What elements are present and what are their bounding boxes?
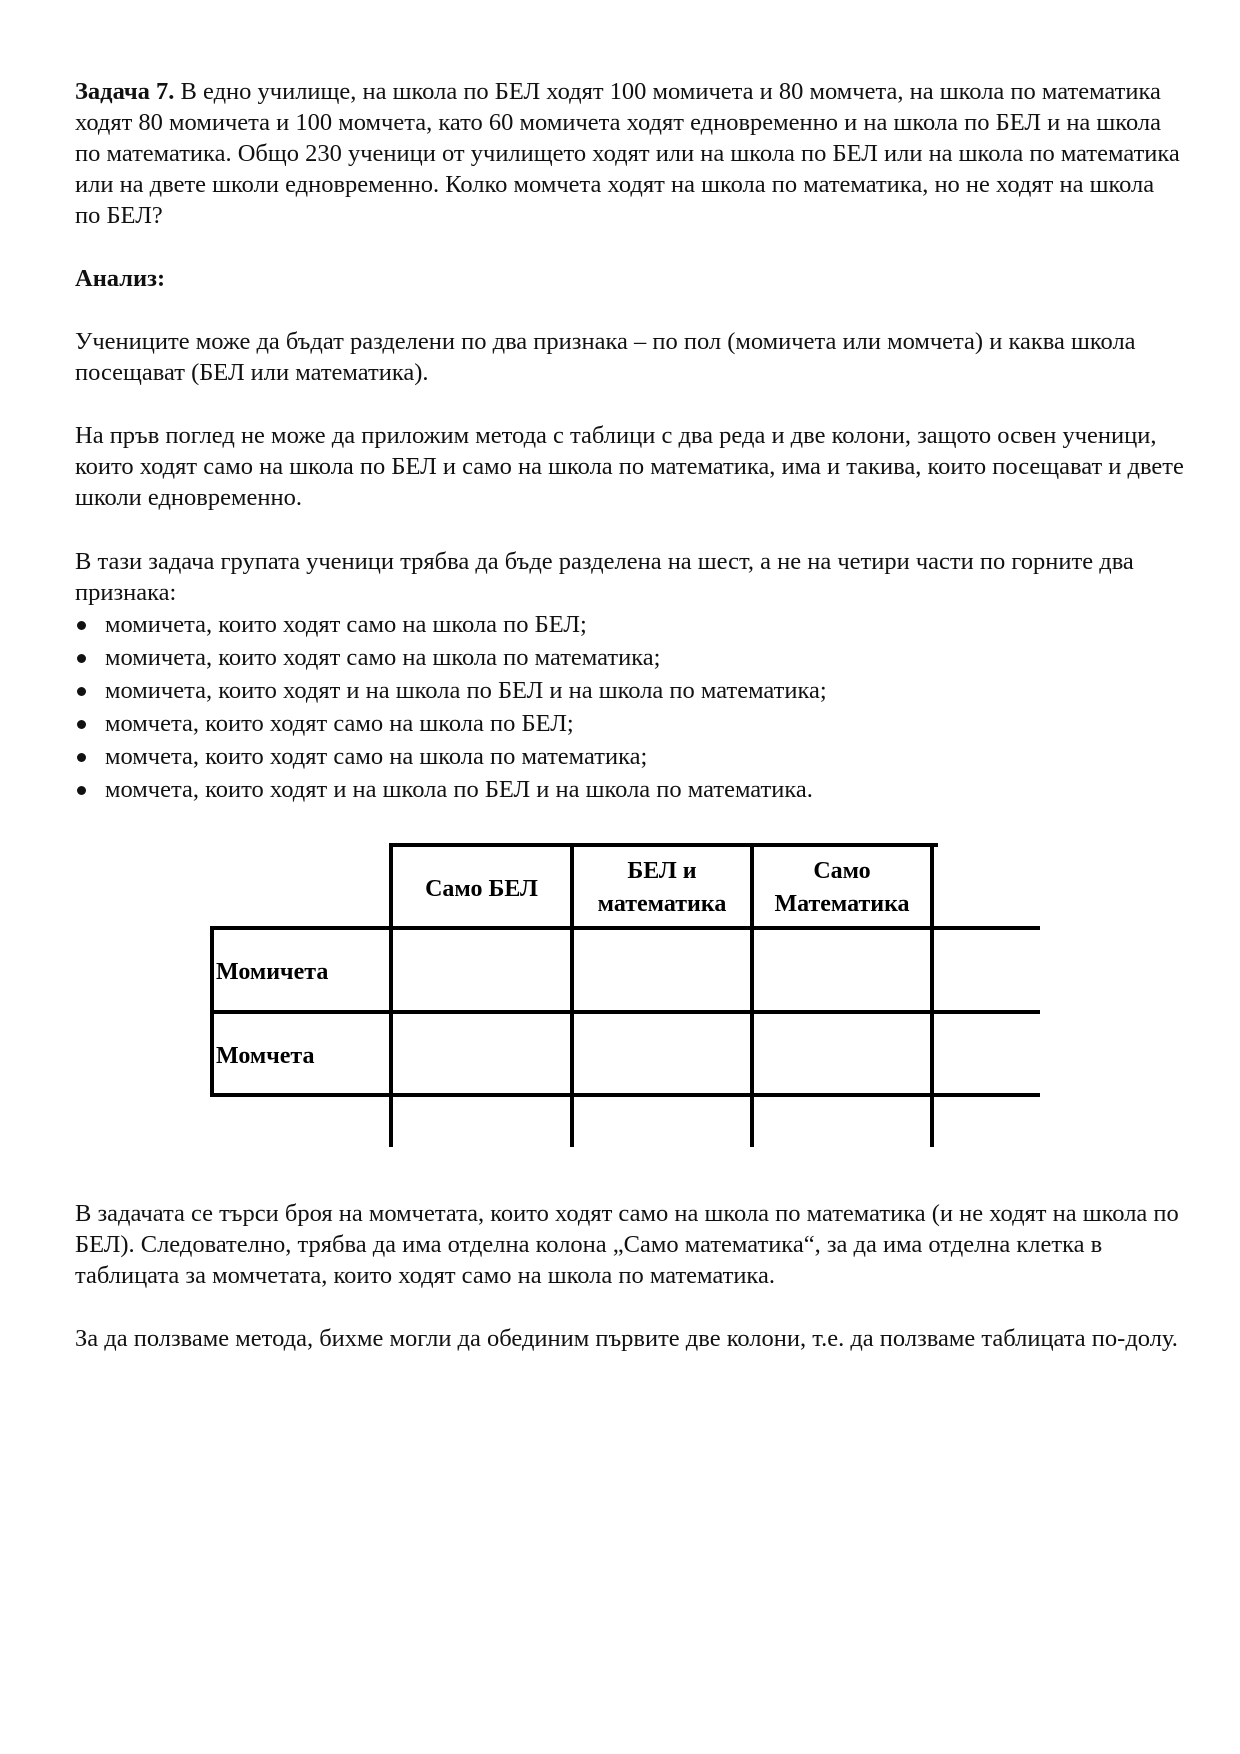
row-label-girls: Момичета bbox=[216, 959, 329, 985]
column-header-text: БЕЛ и bbox=[627, 858, 697, 884]
table-cell bbox=[393, 1014, 570, 1093]
table-line-header-bottom bbox=[210, 926, 1040, 930]
table-line-col1 bbox=[389, 843, 393, 1147]
row-label-boys: Момчета bbox=[216, 1043, 315, 1069]
task-text: В едно училище, на школа по БЕЛ ходят 100 момичета и 80 момчета, на школа по математика ходят 80 момичета и 100 момчета, като 60 момичета ходят едновременно и на школа по БЕЛ и на школа по математика. Общо 230 ученици от училището ходят или на школа по БЕЛ или на школа по математика или на двете школи едновременно. Колко момчета ходят на школа по математика, но не ходят на школа по БЕЛ? bbox=[75, 78, 1180, 229]
paragraph: За да ползваме метода, бихме могли да обединим първите две колони, т.е. да ползваме таблицата по-долу. bbox=[75, 1325, 1178, 1352]
bullet-icon bbox=[77, 753, 86, 762]
table-cell bbox=[754, 1014, 930, 1093]
bullet-icon bbox=[77, 654, 86, 663]
column-header-bel-and-math bbox=[574, 855, 750, 921]
column-header-text: Математика bbox=[774, 891, 910, 917]
list-item bbox=[75, 773, 827, 806]
table-cell bbox=[934, 1014, 1040, 1093]
table-cell bbox=[574, 1014, 750, 1093]
column-header-only-bel bbox=[393, 873, 570, 906]
list-item bbox=[75, 674, 827, 707]
table-line-col4 bbox=[930, 843, 934, 1147]
list-item bbox=[75, 740, 827, 773]
table-line-col2 bbox=[570, 843, 574, 1147]
bullet-icon bbox=[77, 687, 86, 696]
analysis-heading: Анализ: bbox=[75, 265, 166, 292]
column-header-only-math bbox=[754, 855, 930, 921]
list-item-text: момичета, които ходят само на школа по БЕЛ; bbox=[105, 611, 587, 638]
table-line-col3 bbox=[750, 843, 754, 1147]
table-cell bbox=[754, 930, 930, 1010]
table-cell bbox=[393, 930, 570, 1010]
list-item bbox=[75, 707, 827, 740]
bullet-list bbox=[75, 608, 827, 806]
task-label: Задача 7. bbox=[75, 78, 175, 105]
list-item-text: момчета, които ходят само на школа по БЕЛ; bbox=[105, 710, 574, 737]
column-header-text: Само БЕЛ bbox=[425, 876, 538, 902]
list-item-text: момичета, които ходят само на школа по математика; bbox=[105, 644, 661, 671]
table-line-top bbox=[389, 843, 938, 847]
list-item bbox=[75, 641, 827, 674]
table-line-label-left bbox=[210, 926, 214, 1097]
list-item-text: момчета, които ходят и на школа по БЕЛ и на школа по математика. bbox=[105, 776, 813, 803]
paragraph: На пръв поглед не може да приложим метода с таблици с два реда и две колони, защото освен ученици, които ходят само на школа по БЕЛ и само на школа по математика, има и такива, които посещават и двете школи едновременно. bbox=[75, 422, 1184, 511]
list-item-text: момчета, които ходят само на школа по математика; bbox=[105, 743, 648, 770]
task-statement bbox=[75, 76, 1185, 231]
table-cell bbox=[574, 930, 750, 1010]
paragraph: В задачата се търси броя на момчетата, които ходят само на школа по математика (и не ходят на школа по БЕЛ). Следователно, трябва да има отделна колона „Само математика“, за да има отделна клетка в таблицата за момчетата, които ходят само на школа по математика. bbox=[75, 1200, 1179, 1289]
list-item bbox=[75, 608, 827, 641]
bullet-icon bbox=[77, 621, 86, 630]
column-header-text: математика bbox=[597, 891, 727, 917]
bullet-icon bbox=[77, 720, 86, 729]
table-cell bbox=[934, 930, 1040, 1010]
table-line-row1-bottom bbox=[210, 1010, 1040, 1014]
bullet-icon bbox=[77, 786, 86, 795]
table-line-row2-bottom bbox=[210, 1093, 1040, 1097]
paragraph: В тази задача групата ученици трябва да бъде разделена на шест, а не на четири части по горните два признака: bbox=[75, 548, 1134, 606]
column-header-text: Само bbox=[813, 858, 871, 884]
list-item-text: момичета, които ходят и на школа по БЕЛ и на школа по математика; bbox=[105, 677, 827, 704]
paragraph: Учениците може да бъдат разделени по два признака – по пол (момичета или момчета) и каква школа посещават (БЕЛ или математика). bbox=[75, 328, 1136, 386]
